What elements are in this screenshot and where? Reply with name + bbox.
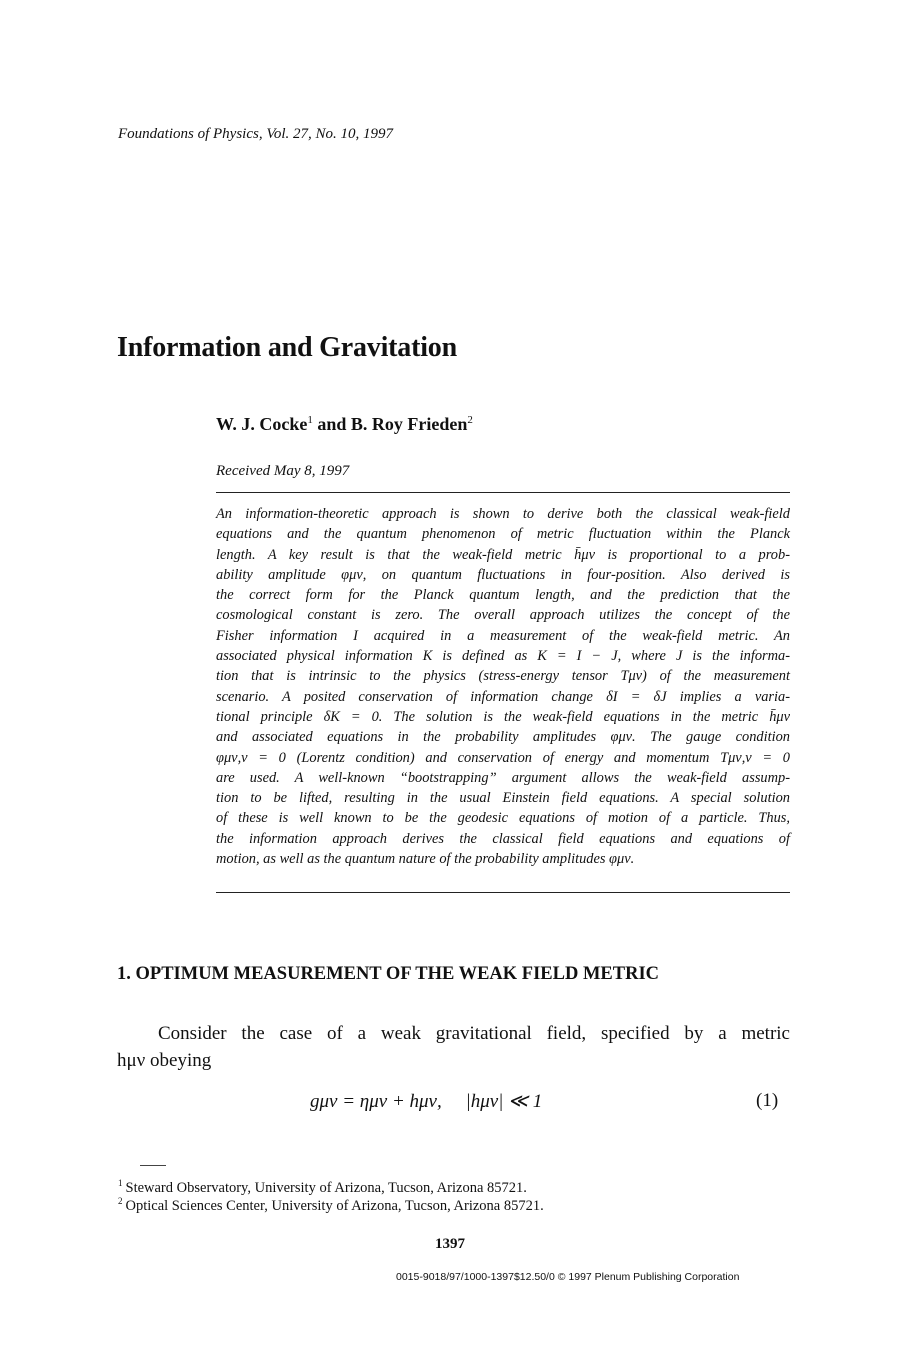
body-line: hμν obeying (117, 1050, 212, 1071)
section-heading: 1. OPTIMUM MEASUREMENT OF THE WEAK FIELD METRIC (117, 964, 660, 984)
footnote-rule (140, 1165, 166, 1166)
footnote-2-text: Optical Sciences Center, University of Arizona, Tucson, Arizona 85721. (125, 1198, 544, 1214)
abstract-line: tional principle δK = 0. The solution is the weak-field equations in the metric h̄μν (216, 708, 790, 725)
equation-number: (1) (756, 1090, 779, 1111)
footnote-2 (118, 1198, 544, 1215)
author-line (216, 414, 473, 435)
abstract-line: cosmological constant is zero. The overall approach utilizes the concept of the (216, 607, 790, 624)
author-1-footnote-mark: 1 (307, 414, 313, 426)
author-2: B. Roy Frieden (350, 414, 468, 434)
abstract-line: An information-theoretic approach is shown to derive both the classical weak-field (216, 506, 790, 522)
abstract (216, 504, 790, 869)
abstract-line: tion to be lifted, resulting in the usual Einstein field equations. A special solution (216, 790, 790, 807)
copyright-line: 0015-9018/97/1000-1397$12.50/0 © 1997 Plenum Publishing Corporation (396, 1271, 740, 1283)
abstract-bottom-rule (216, 892, 790, 893)
journal-citation: Foundations of Physics, Vol. 27, No. 10, 1997 (118, 126, 393, 142)
abstract-line: Fisher information I acquired in a measurement of the weak-field metric. An (216, 627, 790, 644)
equation-1: gμν = ημν + hμν, |hμν| ≪ 1 (310, 1091, 543, 1112)
footnote-1 (118, 1180, 527, 1197)
abstract-line: the information approach derives the classical field equations and equations of (216, 830, 790, 847)
abstract-line: are used. A well-known “bootstrapping” argument allows the weak-field assump- (216, 769, 790, 786)
paper-title: Information and Gravitation (117, 332, 457, 363)
abstract-line: tion that is intrinsic to the physics (stress-energy tensor Tμν) of the measurement (216, 668, 790, 685)
body-line: Consider the case of a weak gravitational field, specified by a metric (158, 1023, 790, 1044)
footnote-1-mark: 1 (118, 1178, 123, 1189)
abstract-top-rule (216, 492, 790, 493)
author-2-footnote-mark: 2 (467, 414, 473, 426)
abstract-line: equations and the quantum phenomenon of metric fluctuation within the Planck (216, 526, 790, 543)
author-1: W. J. Cocke (216, 414, 308, 434)
body-paragraph (117, 1020, 790, 1074)
abstract-line: the correct form for the Planck quantum length, and the prediction that the (216, 587, 790, 604)
footnote-1-text: Steward Observatory, University of Arizona, Tucson, Arizona 85721. (125, 1180, 527, 1196)
abstract-line: length. A key result is that the weak-field metric h̄μν is proportional to a prob- (216, 546, 790, 563)
abstract-line: scenario. A posited conservation of information change δI = δJ implies a varia- (216, 688, 790, 705)
author-conjunction: and (317, 414, 347, 434)
footnote-2-mark: 2 (118, 1196, 123, 1207)
page-number: 1397 (435, 1236, 465, 1252)
abstract-line: motion, as well as the quantum nature of the probability amplitudes φμν. (216, 851, 635, 868)
abstract-line: and associated equations in the probability amplitudes φμν. The gauge condition (216, 729, 790, 746)
received-date: Received May 8, 1997 (216, 463, 350, 479)
abstract-line: ability amplitude φμν, on quantum fluctuations in four-position. Also derived is (216, 566, 790, 583)
abstract-line: associated physical information K is defined as K = I − J, where J is the informa- (216, 648, 790, 665)
abstract-line: φμν,ν = 0 (Lorentz condition) and conservation of energy and momentum Tμν,ν = 0 (216, 749, 790, 766)
abstract-line: of these is well known to be the geodesic equations of motion of a particle. Thus, (216, 810, 790, 827)
